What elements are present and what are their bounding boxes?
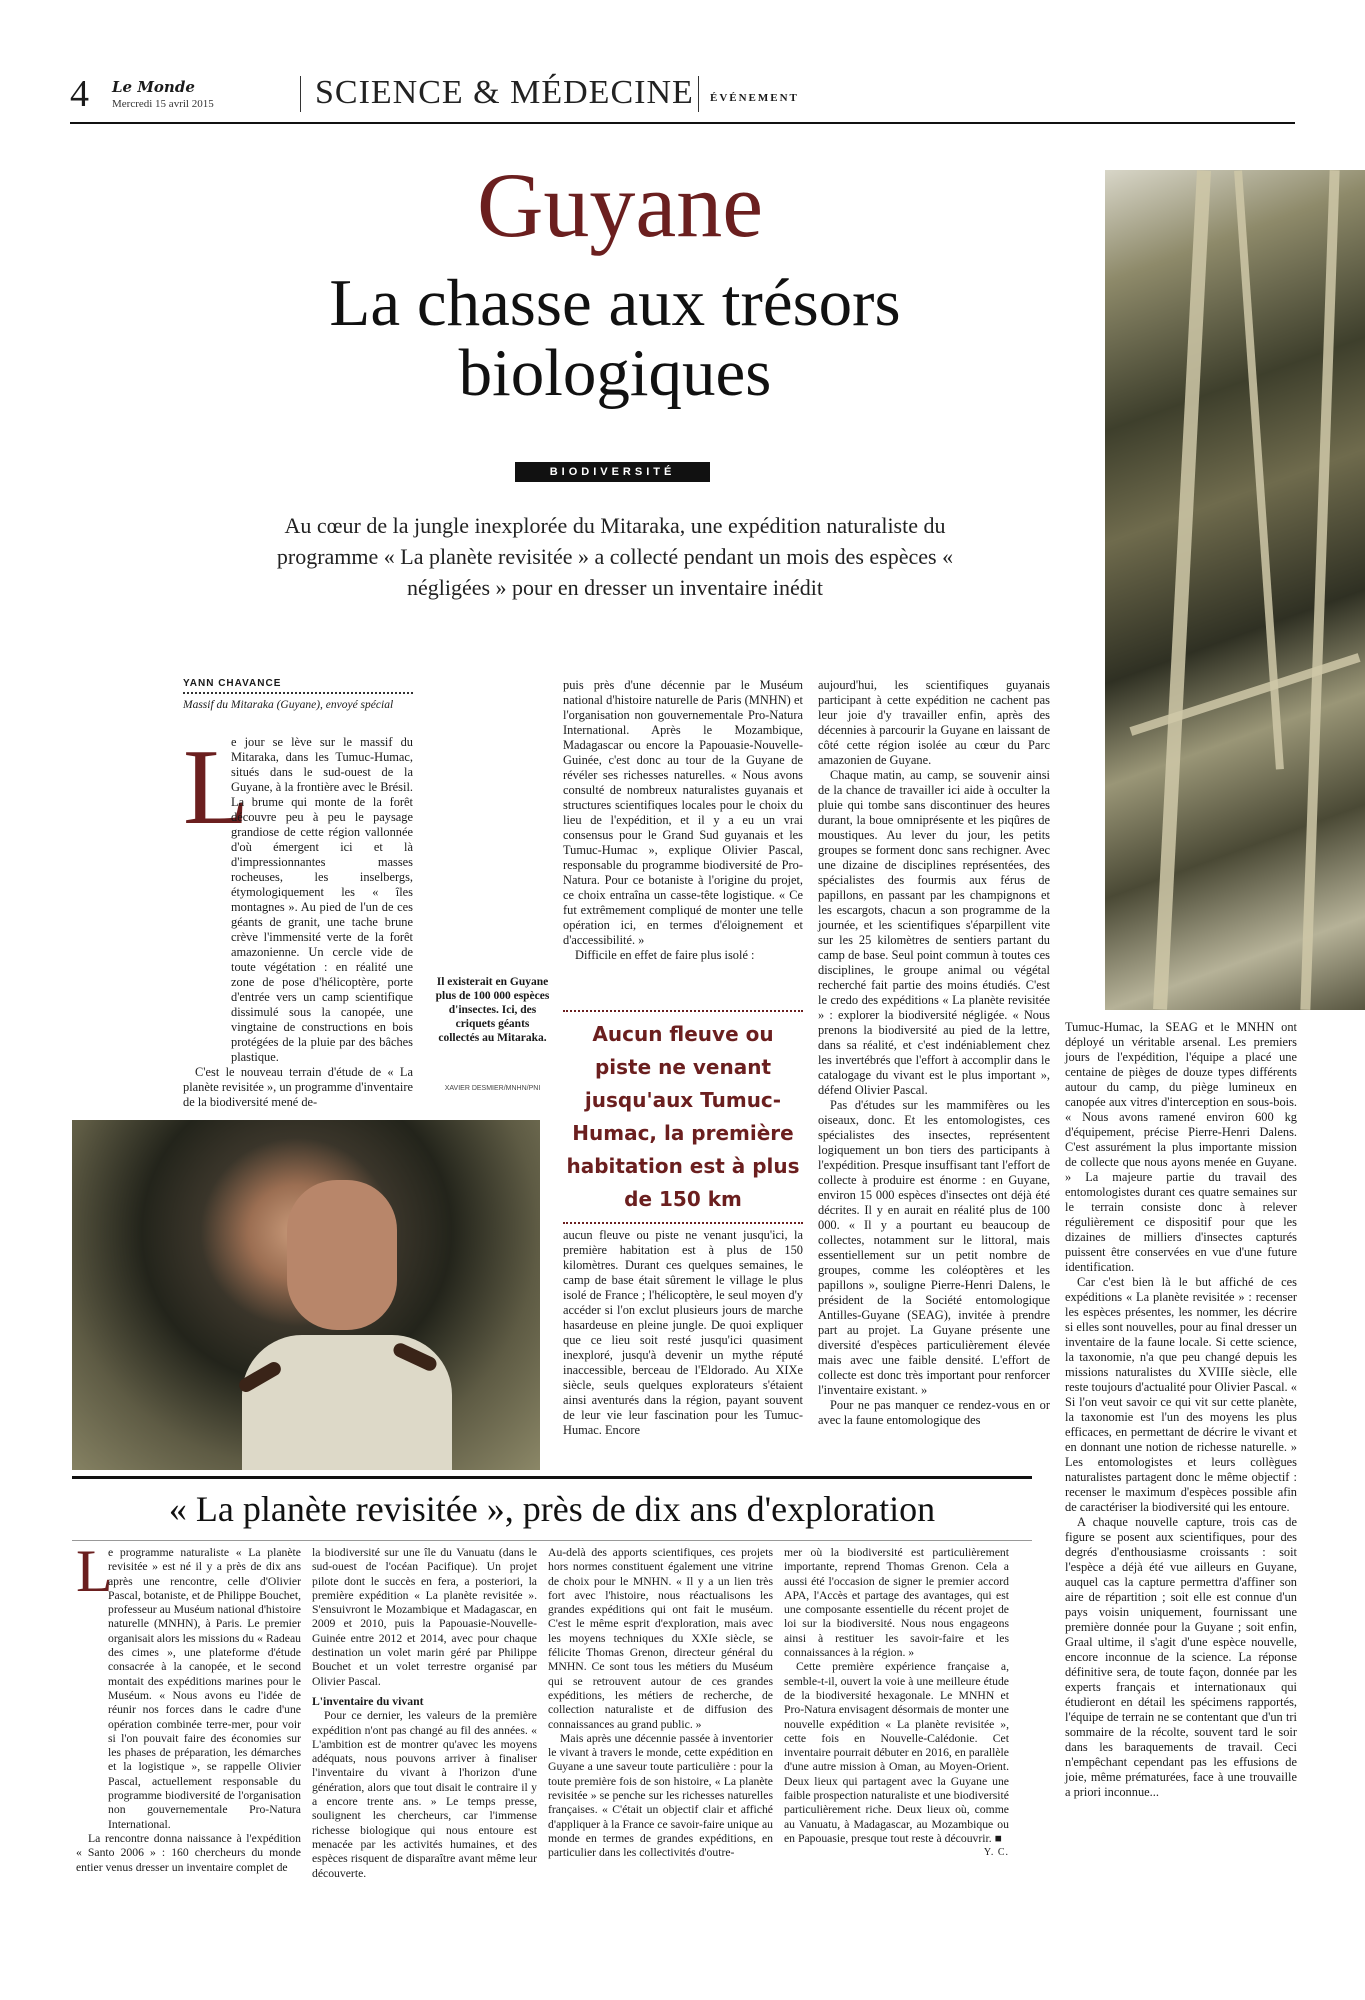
box-column-1 xyxy=(76,1546,301,1875)
dateline: Massif du Mitaraka (Guyane), envoyé spécial xyxy=(183,699,394,711)
pull-quote: Aucun fleuve ou piste ne venant jusqu'aux Tumuc-Humac, la première habitation est à plus de 150 km xyxy=(563,1010,803,1224)
byline-rule xyxy=(183,692,413,694)
box-column-2 xyxy=(312,1546,537,1881)
paragraph: mer où la biodiversité est particulièrement importante, reprend Thomas Grenon. Cela a aussi été l'occasion de signer le premier accord APA, l'Accès et partage des avantages, qui est une composante essentielle du récent projet de loi sur la biodiversité. Nous nous engageons ainsi à restituer les savoir-faire et les connaissances à la région. » xyxy=(784,1546,1009,1660)
paragraph: Pas d'études sur les mammifères ou les oiseaux, donc. Et les entomologistes, ces spécialistes des insectes, représentent logiquement un bon tiers des participants à l'expédition. Presque insuffisant tant l'effort de collecte à produire est énorme : en Guyane, environ 15 000 espèces d'insectes ont déjà été décrites. Il y en aurait en réalité plus de 100 000. « Il y a pourtant eu beaucoup de collectes, notamment sur le littoral, mais essentiellement sur un petit nombre de groupes, comme les coléoptères et les papillons », souligne Pierre-Henri Dalens, le président de la Société entomologique Antilles-Guyane (SEAG), invitée à prendre part au projet. La Guyane présente une diversité d'espèces particulièrement élevée mais avec une faible densité. L'effort de collecte est donc très important pour renforcer l'inventaire existant. » xyxy=(818,1098,1050,1397)
newspaper-logo: Le Monde xyxy=(112,78,195,96)
paragraph: puis près d'une décennie par le Muséum national d'histoire naturelle de Paris (MNHN) et l'organisation non gouvernementale Pro-Natura International. Après le Mozambique, Madagascar ou encore la Papouasie-Nouvelle-Guinée, c'est donc au tour de la Guyane de révéler ses richesses naturelles. « Nous avons consulté de nombreux naturalistes guyanais et structures scientifiques locales pour le choix du lieu de l'expédition, et il y a eu un vrai consensus pour le Grand Sud guyanais et les Tumuc-Humac », explique Olivier Pascal, responsable du programme biodiversité de Pro-Natura. Pour ce botaniste à l'origine du projet, ce choix entraîna un casse-tête logistique. « Ce fut extrêmement compliqué de monter une telle opération ici, en termes d'éloignement et d'accessibilité. » xyxy=(563,678,803,947)
drop-cap: L xyxy=(183,728,249,847)
page-number: 4 xyxy=(70,73,89,115)
paragraph: La rencontre donna naissance à l'expédition « Santo 2006 » : 160 chercheurs du monde entier venus dresser un inventaire complet de xyxy=(76,1831,301,1874)
box-subhead: L'inventaire du vivant xyxy=(312,1694,424,1708)
article-column-2-continued xyxy=(563,1228,803,1438)
article-column-4 xyxy=(1065,1020,1297,1800)
box-title: « La planète revisitée », près de dix ans d'exploration xyxy=(168,1489,936,1529)
paragraph: Difficile en effet de faire plus isolé : xyxy=(575,948,755,962)
paragraph: Cette première expérience française a, semble-t-il, ouvert la voie à une meilleure étude de la biodiversité hexagonale. Le MNHN et Pro-Natura envisagent désormais de monter une nouvelle expédition « La planète revisitée », cette fois en Nouvelle-Calédonie. Cet inventaire pourrait débuter en 2016, en parallèle d'une autre mission à Oman, au Moyen-Orient. Deux lieux qui partagent avec la Guyane une faible prospection naturaliste et une biodiversité particulièrement riche. Deux lieux où, comme au Vanuatu, à Madagascar, au Mozambique ou en Papouasie, presque tout reste à découvrir. ■ xyxy=(784,1660,1009,1845)
article-kicker: Guyane xyxy=(476,154,764,256)
article-column-2 xyxy=(563,678,803,963)
photo-credit: XAVIER DESMIER/MNHN/PNI xyxy=(444,1085,541,1092)
box-signature: Y. C. xyxy=(983,1847,1009,1859)
forest-photo xyxy=(1105,170,1365,1010)
paragraph: la biodiversité sur une île du Vanuatu (dans le sud-ouest de l'océan Pacifique). Un projet pilote dont le succès en fera, a posteriori, la première expédition « La planète revisitée ». S'ensuivront le Mozambique et Madagascar, en 2009 et 2010, puis la Papouasie-Nouvelle-Guinée entre 2012 et 2014, avec pour chaque destination un volet marin géré par Philippe Bouchet et un volet terrestre organisé par Olivier Pascal. xyxy=(312,1546,537,1688)
topic-tag: BIODIVERSITÉ xyxy=(515,462,710,482)
paragraph: aucun fleuve ou piste ne venant jusqu'ici, la première habitation est à plus de 150 kilomètres. Durant ces quelques semaines, le camp de base était sûrement le village le plus isolé de France ; l'hélicoptère, le seul moyen d'y accéder si l'on exclut plusieurs jours de marche hasardeuse en pleine jungle. De quoi expliquer que ce lieu soit resté jusqu'ici quasiment inexploré, jusqu'à devenir un mythe réputé inaccessible, berceau de l'Eldorado. Au XIXe siècle, seuls quelques explorateurs s'étaient ainsi aventurés dans la région, payant souvent de leur vie leur fascination pour les Tumuc-Humac. Encore xyxy=(563,1228,803,1437)
article-column-3 xyxy=(818,678,1050,1428)
paragraph: Au-delà des apports scientifiques, ces projets hors normes constituent également une vitrine de choix pour le MNHN. « Il y a un lien très fort avec l'histoire, nous réactualisons les grandes expéditions qui ont fait le muséum. C'est le même esprit d'exploration, mais avec les moyens techniques du XXIe siècle, se félicite Thomas Grenon, directeur général du MNHN. Ce sont tous les métiers du Muséum qui se retrouvent autour de ces grandes expéditions, les métiers de recherche, de collection naturaliste et de diffusion des connaissances au grand public. » xyxy=(548,1546,773,1731)
article-lede: Au cœur de la jungle inexplorée du Mitaraka, une expédition naturaliste du programme « La planète revisitée » a collecté pendant un mois des espèces « négligées » pour en dresser un inventaire inédit xyxy=(276,513,954,600)
paragraph: Pour ne pas manquer ce rendez-vous en or avec la faune entomologique des xyxy=(818,1398,1050,1427)
box-drop-cap: L xyxy=(76,1538,113,1604)
box-title-rule xyxy=(72,1540,1032,1541)
box-top-rule xyxy=(72,1476,1032,1479)
paragraph: Pour ce dernier, les valeurs de la première expédition n'ont pas changé au fil des années. « L'ambition est de montrer qu'avec les moyens adéquats, nous pouvons arriver à finaliser l'inventaire du vivant à l'horizon d'une génération, alors que tout disait le contraire il y a encore trente ans. » Le temps presse, soulignent les chercheurs, car l'immense richesse biologique qui nous entoure est menacée par les activités humaines, et des espèces risquent de disparaître avant même leur découverte. xyxy=(312,1709,537,1880)
rubric-label: ÉVÉNEMENT xyxy=(710,92,799,104)
photo-caption: Il existerait en Guyane plus de 100 000 espèces d'insectes. Ici, des criquets géants collectés au Mitaraka. xyxy=(435,976,550,1044)
article-column-1 xyxy=(183,728,413,1110)
author-name: YANN CHAVANCE xyxy=(183,678,282,689)
paragraph: e jour se lève sur le massif du Mitaraka, dans les Tumuc-Humac, situés dans le sud-ouest de la Guyane, à la frontière avec le Brésil. La brume qui monte de la forêt découvre peu à peu le paysage grandiose de cette région vallonnée d'où émergent ici et là d'impressionnantes masses rocheuses, les inselbergs, étymologiquement les « îles montagnes ». Au pied de l'un de ces géants de granit, une tache brune crève l'immensité verte de la forêt amazonienne. Un cercle vide de toute végétation : en réalité une zone de pose d'hélicoptère, porte d'entrée vers un camp scientifique dissimulé sous la canopée, une vingtaine de constructions en bois protégées de la pluie par des bâches plastique. xyxy=(231,735,413,1064)
header-divider xyxy=(698,76,699,112)
paragraph: Chaque matin, au camp, se souvenir ainsi de la chance de travailler ici aide à occulter la pluie qui tombe sans discontinuer des heures durant, la boue omniprésente et les piqûres de moustiques. Au lever du jour, les petits groupes se forment donc sans rechigner. Avec une dizaine de disciplines représentées, des spécialistes des fourmis aux férus de papillons, en passant par les champignons et les escargots, chacun a son programme de la journée, et les scientifiques s'éparpillent vite sur les 25 kilomètres de sentiers partant du camp de base. Seul point commun à toutes ces disciplines, le groupe animal ou végétal recherché fait partie des moins étudiés. C'est le credo des expéditions « La planète revisitée » : explorer la biodiversité négligée. « Nous prenons la biodiversité au pied de la lettre, dans sa réalité, et c'est indéniablement chez les invertébrés que l'effort à accomplir dans le catalogage du vivant est le plus important », défend Olivier Pascal. xyxy=(818,768,1050,1097)
paragraph: e programme naturaliste « La planète revisitée » est né il y a près de dix ans après une rencontre, celle d'Olivier Pascal, botaniste, et de Philippe Bouchet, professeur au Muséum national d'histoire naturelle (MNHN), à Paris. Le premier organisait alors les missions du « Radeau des cimes », une plateforme d'étude consacrée à la canopée, et le second montait des expéditions marines pour le Muséum. « Nous avons eu l'idée de réunir nos forces dans le cadre d'une opération combinée terre-mer, pour voir si l'on pouvait faire des économies sur les phases de préparation, les démarches et la logistique », se rappelle Olivier Pascal, actuellement responsable du programme biodiversité de l'organisation non gouvernementale Pro-Natura International. xyxy=(108,1546,301,1831)
paragraph: C'est le nouveau terrain d'étude de « La planète revisitée », un programme d'inventaire de la biodiversité mené de- xyxy=(183,1065,413,1109)
paragraph: Mais après une décennie passée à inventorier le vivant à travers le monde, cette expédition en Guyane a une saveur toute particulière : pour la toute première fois de son histoire, « La planète revisitée » se penche sur les richesses naturelles françaises. « C'était un objectif clair et affiché d'appliquer à la France ce savoir-faire unique au monde en termes de grandes expéditions, en particulier dans les collectivités d'outre- xyxy=(548,1731,773,1860)
box-column-4 xyxy=(784,1546,1009,1861)
paragraph: A chaque nouvelle capture, trois cas de figure se posent aux scientifiques, pour des degrés d'enthousiasme croissants : soit l'espèce a déjà été vue ailleurs en Guyane, auquel cas la capture permettra d'affiner son aire de répartition ; soit elle est connue d'un pays voisin uniquement, fournissant une première donnée pour la Guyane ; soit enfin, Graal ultime, il s'agit d'une espèce nouvelle, encore inconnue de la science. La réponse définitive sera, de toute façon, donnée par les experts français et internationaux qui étudieront en détail les spécimens rapportés, l'équipe de terrain ne se contentant que d'un tri sommaire de la récolte, souvent tard le soir dans les baraquements de travail. Ceci n'empêchant cependant pas les effusions de joie, même prématurées, face à une trouvaille a priori inconnue... xyxy=(1065,1515,1297,1799)
section-title: SCIENCE & MÉDECINE xyxy=(315,74,694,111)
issue-date: Mercredi 15 avril 2015 xyxy=(112,98,214,110)
header-divider xyxy=(300,76,301,112)
paragraph: Car c'est bien là le but affiché de ces expéditions « La planète revisitée » : recenser les espèces présentes, les nommer, les décrire si elles sont nouvelles, pour au final dresser un inventaire de la faune locale. Si cette science, la taxonomie, n'a que peu changé depuis les missions naturalistes du XVIIIe siècle, elle reste toujours d'actualité pour Olivier Pascal. « Si l'on veut savoir ce qui vit sur cette planète, la taxonomie est l'un des moyens les plus efficaces, en permettant de décrire le vivant et en donnant une notion de richesse naturelle. » Les entomologistes et leurs collègues naturalistes partagent donc le même objectif : recenser le maximum d'espèces possible afin de caractériser la biodiversité qui les entoure. xyxy=(1065,1275,1297,1514)
paragraph: aujourd'hui, les scientifiques guyanais participant à cette expédition ne cachent pas leur joie d'y travailler enfin, après des décennies à parcourir la Guyane en laissant de côté cette région isolée au cœur du Parc amazonien de Guyane. xyxy=(818,678,1050,767)
paragraph: Tumuc-Humac, la SEAG et le MNHN ont déployé un véritable arsenal. Les premiers jours de l'expédition, l'équipe a placé une centaine de pièges de douze types différents autour du camp, du piège lumineux en canopée aux vitres d'interception en sous-bois. « Nous avons ramené environ 600 kg d'équipement, précise Pierre-Henri Dalens. C'est assurément la plus importante mission de collecte que nous ayons menée en Guyane. » La majeure partie du travail des entomologistes durant ces quatre semaines sur le terrain consiste donc à relever régulièrement ce dispositif pour que les dizaines de milliers d'insectes capturés puissent être conservées en vue d'une future identification. xyxy=(1065,1020,1297,1274)
article-title: La chasse aux trésors biologiques xyxy=(329,266,901,410)
box-column-3 xyxy=(548,1546,773,1861)
researcher-photo xyxy=(72,1120,540,1470)
page-header xyxy=(70,70,1295,124)
